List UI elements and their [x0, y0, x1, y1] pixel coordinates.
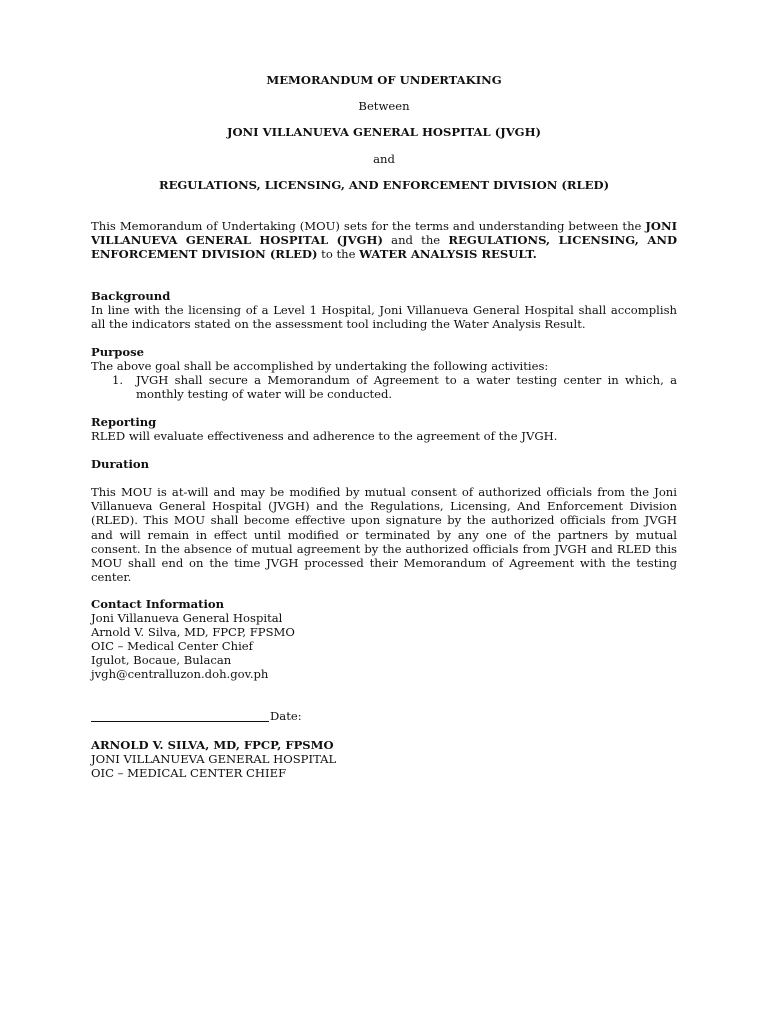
purpose-heading: Purpose: [91, 345, 144, 359]
signatory-organization: JONI VILLANUEVA GENERAL HOSPITAL: [91, 752, 337, 766]
intro-party-one: JONI VILLANUEVA GENERAL HOSPITAL (JVGH): [91, 219, 677, 248]
signatory-name: ARNOLD V. SILVA, MD, FPCP, FPSMO: [91, 738, 334, 752]
intro-paragraph: [91, 219, 677, 262]
reporting-text: RLED will evaluate effectiveness and adherence to the agreement of the JVGH.: [91, 429, 558, 443]
document-title: MEMORANDUM OF UNDERTAKING: [266, 73, 502, 87]
duration-text: This MOU is at-will and may be modified by mutual consent of authorized officials from the Joni Villanueva General Hospital (JVGH) and the Regulations, Licensing, And Enforcement Division (RLED). This MOU shall become effective upon signature by the authorized officials from JVGH and will remain in effect until modified or terminated by any one of the partners by mutual consent. In the absence of mutual agreement by the authorized officials from JVGH and RLED this MOU shall end on the time JVGH processed their Memorandum of Agreement with the testing center.: [91, 485, 677, 585]
signature-line: [91, 709, 269, 722]
purpose-text: The above goal shall be accomplished by undertaking the following activities:: [91, 359, 549, 373]
intro-text-1: This Memorandum of Undertaking (MOU) sets for the terms and understanding between the: [91, 219, 642, 233]
intro-party-two: REGULATIONS, LICENSING, AND ENFORCEMENT DIVISION (RLED): [91, 233, 677, 262]
intro-text-3: to the: [317, 247, 360, 262]
contact-position: OIC – Medical Center Chief: [91, 639, 253, 653]
date-label: Date:: [270, 709, 302, 723]
signatory-position: OIC – MEDICAL CENTER CHIEF: [91, 766, 287, 780]
and-label: and: [373, 152, 395, 166]
list-item-number: 1.: [112, 373, 124, 387]
intro-subject: WATER ANALYSIS RESULT.: [359, 247, 537, 262]
party-one-name: JONI VILLANUEVA GENERAL HOSPITAL (JVGH): [226, 125, 542, 139]
background-heading: Background: [91, 289, 171, 303]
contact-heading: Contact Information: [91, 597, 225, 611]
intro-text-2: and the: [382, 233, 449, 248]
list-item-text: JVGH shall secure a Memorandum of Agreement to a water testing center in which, a monthly testing of water will be conducted.: [136, 373, 677, 402]
contact-person: Arnold V. Silva, MD, FPCP, FPSMO: [91, 625, 295, 639]
background-text: In line with the licensing of a Level 1 Hospital, Joni Villanueva General Hospital shall accomplish all the indicators stated on the assessment tool including the Water Analysis Result.: [91, 303, 677, 332]
contact-email: jvgh@centralluzon.doh.gov.ph: [91, 667, 269, 681]
reporting-heading: Reporting: [91, 415, 157, 429]
between-label: Between: [358, 99, 410, 113]
contact-hospital: Joni Villanueva General Hospital: [91, 611, 283, 625]
party-two-name: REGULATIONS, LICENSING, AND ENFORCEMENT DIVISION (RLED): [158, 178, 610, 192]
duration-heading: Duration: [91, 457, 150, 471]
contact-address: Igulot, Bocaue, Bulacan: [91, 653, 232, 667]
list-item: [112, 373, 677, 401]
